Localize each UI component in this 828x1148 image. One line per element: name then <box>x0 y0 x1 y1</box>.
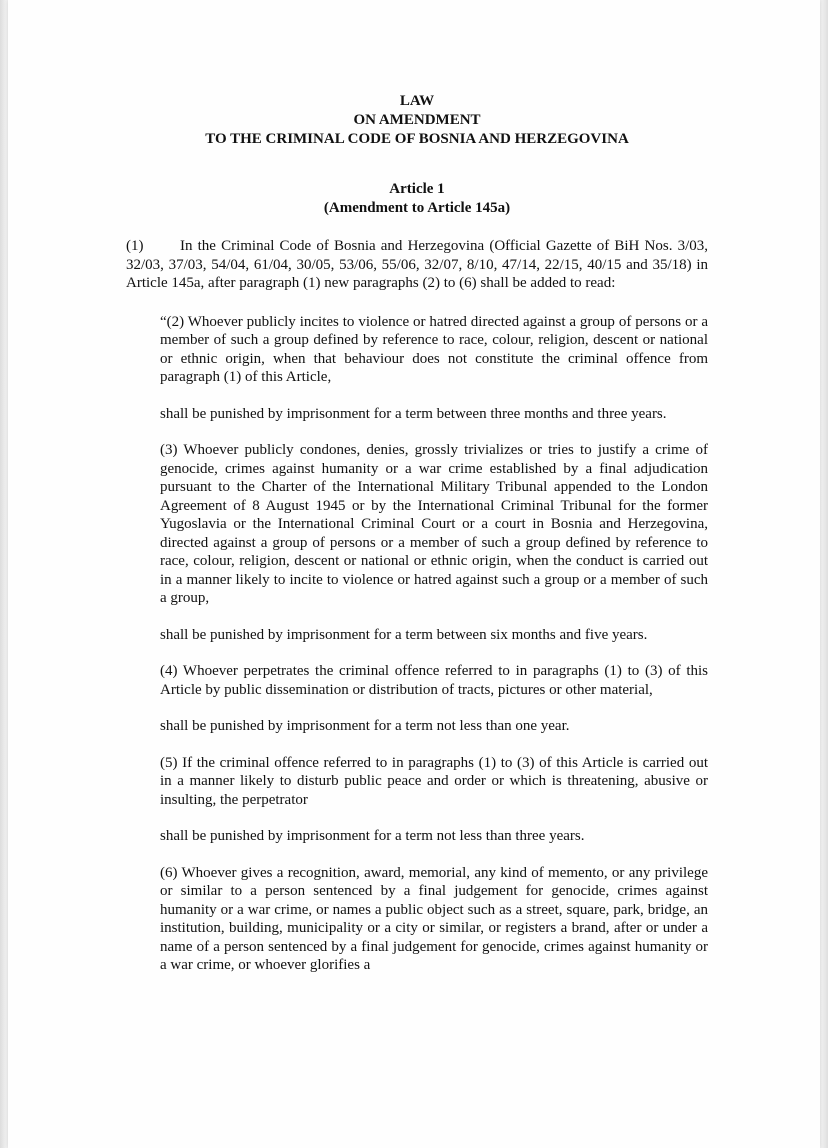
paragraph-5: (5) If the criminal offence referred to in paragraphs (1) to (3) of this Article is carried out in a manner likely to disturb public peace and order or which is threatening, abusive or insulting, the perpetrator <box>160 754 708 808</box>
article-subtitle: (Amendment to Article 145a) <box>323 200 511 216</box>
document-page <box>8 0 820 1148</box>
paragraph-1-text: In the Criminal Code of Bosnia and Herzegovina (Official Gazette of BiH Nos. 3/03, 32/03, 37/03, 54/04, 61/04, 30/05, 53/06, 55/06, 32/07, 8/10, 47/14, 22/15, 40/15 and 35/18) in Article 145a, after paragraph (1) new paragraphs (2) to (6) shall be added to read: <box>126 238 708 291</box>
title-line-law: LAW <box>399 93 435 109</box>
paragraph-6: (6) Whoever gives a recognition, award, memorial, any kind of memento, or any privilege or similar to a person sentenced by a final judgement for genocide, crimes against humanity or a war crime, or names a public object such as a street, square, park, bridge, an institution, building, municipality or a city or similar, or registers a brand, after or under a name of a person sentenced by a final judgement for genocide, crimes against humanity or a war crime, or whoever glorifies a <box>160 864 708 973</box>
paragraph-1 <box>126 237 708 293</box>
paragraph-4-penalty: shall be punished by imprisonment for a term not less than one year. <box>160 718 570 734</box>
paragraph-5-penalty: shall be punished by imprisonment for a term not less than three years. <box>160 828 585 844</box>
paragraph-3-penalty: shall be punished by imprisonment for a term between six months and five years. <box>160 626 648 643</box>
amended-paragraphs <box>160 313 708 975</box>
paragraph-1-number: (1) <box>126 238 144 254</box>
article-number: Article 1 <box>389 181 445 197</box>
article-heading <box>126 180 708 218</box>
paragraph-4: (4) Whoever perpetrates the criminal offence referred to in paragraphs (1) to (3) of this Article by public dissemination or distribution of tracts, pictures or other material, <box>160 663 708 698</box>
paragraph-2-penalty: shall be punished by imprisonment for a term between three months and three years. <box>160 405 667 422</box>
paragraph-3: (3) Whoever publicly condones, denies, grossly trivializes or tries to justify a crime of genocide, crimes against humanity or a war crime established by a final adjudication pursuant to the Charter of the International Military Tribunal appended to the London Agreement of 8 August 1945 or by the International Criminal Tribunal for the former Yugoslavia or the International Criminal Court or a court in Bosnia and Herzegovina, directed against a group of persons or a member of such a group defined by reference to race, colour, religion, descent or national or ethnic origin, when the conduct is carried out in a manner likely to incite to violence or hatred against such a group or a member of such a group, <box>160 442 708 606</box>
page-content <box>126 92 708 975</box>
paragraph-2: “(2) Whoever publicly incites to violence or hatred directed against a group of persons or a member of such a group defined by reference to race, colour, religion, descent or national or ethnic origin, when that behaviour does not constitute the criminal offence from paragraph (1) of this Article, <box>160 313 708 385</box>
title-line-amendment: ON AMENDMENT <box>353 112 481 128</box>
law-title <box>126 92 708 149</box>
title-line-code: TO THE CRIMINAL CODE OF BOSNIA AND HERZEGOVINA <box>205 131 629 147</box>
